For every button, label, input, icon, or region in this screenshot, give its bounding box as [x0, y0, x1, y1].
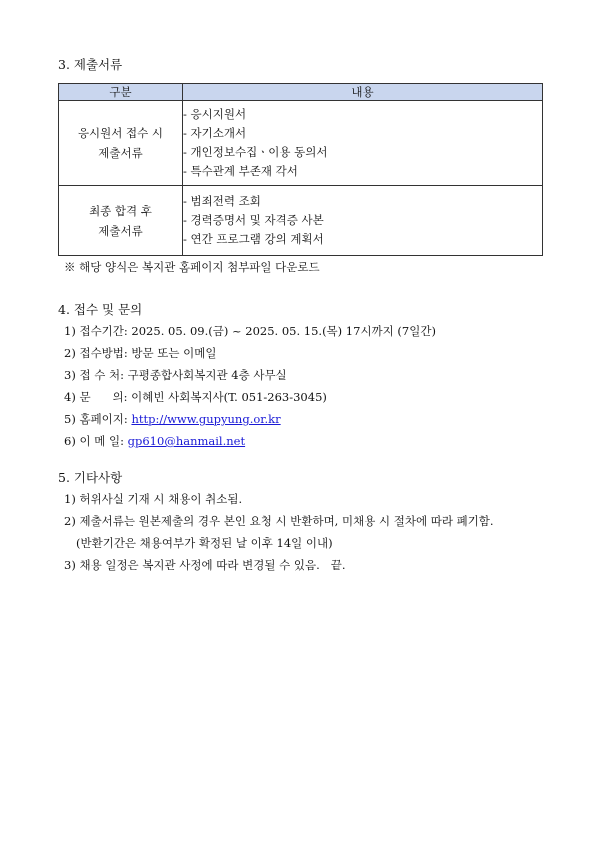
row-items [183, 101, 543, 186]
list-item: - 특수관계 부존재 각서 [183, 164, 298, 178]
category-line: 제출서류 [98, 223, 143, 238]
section-5-title: 5. 기타사항 [58, 470, 123, 485]
homepage-line [64, 411, 281, 427]
category-line: 제출서류 [98, 146, 143, 160]
section-3-title: 3. 제출서류 [58, 57, 123, 72]
row-items [183, 186, 543, 256]
list-item: - 응시지원서 [183, 107, 247, 121]
table-row [59, 101, 543, 186]
email-link[interactable]: gp610@hanmail.net [127, 434, 246, 448]
email-label: 6) 이 메 일: [64, 434, 128, 448]
category-line: 최종 합격 후 [89, 203, 152, 218]
row-category [59, 101, 183, 186]
submission-documents-table [58, 83, 543, 256]
application-period: 1) 접수기간: 2025. 05. 09.(금) ~ 2025. 05. 15.(목) 17시까지 (7일간) [64, 324, 436, 338]
header-category: 구분 [59, 84, 183, 101]
list-item: - 범죄전력 조회 [183, 194, 261, 208]
category-line: 응시원서 접수 시 [77, 126, 164, 140]
header-content: 내용 [183, 84, 543, 101]
list-item: - 자기소개서 [183, 126, 247, 140]
application-method: 2) 접수방법: 방문 또는 이메일 [64, 346, 217, 360]
other-item: 3) 채용 일정은 복지관 사정에 따라 변경될 수 있음. 끝. [64, 558, 346, 572]
list-item: - 연간 프로그램 강의 계획서 [183, 232, 324, 246]
section-4-title: 4. 접수 및 문의 [58, 302, 143, 317]
list-item: - 경력증명서 및 자격증 사본 [183, 213, 324, 227]
table-header-row [59, 84, 543, 101]
row-category [59, 186, 183, 256]
homepage-label: 5) 홈페이지: [64, 412, 132, 426]
email-line [64, 433, 245, 449]
table-row [59, 186, 543, 256]
other-item-note: (반환기간은 채용여부가 확정된 날 이후 14일 이내) [76, 536, 333, 550]
contact-info: 4) 문 의: 이혜빈 사회복지사(T. 051-263-3045) [64, 390, 327, 404]
homepage-link[interactable]: http://www.gupyung.or.kr [131, 412, 281, 426]
other-item: 2) 제출서류는 원본제출의 경우 본인 요청 시 반환하며, 미채용 시 절차에 따라 폐기함. [64, 514, 494, 528]
application-place: 3) 접 수 처: 구평종합사회복지관 4층 사무실 [64, 368, 287, 382]
other-item: 1) 허위사실 기재 시 채용이 취소됨. [64, 492, 243, 506]
form-download-note: ※ 해당 양식은 복지관 홈페이지 첨부파일 다운로드 [64, 260, 320, 274]
list-item: - 개인정보수집ㆍ이용 동의서 [183, 145, 328, 159]
